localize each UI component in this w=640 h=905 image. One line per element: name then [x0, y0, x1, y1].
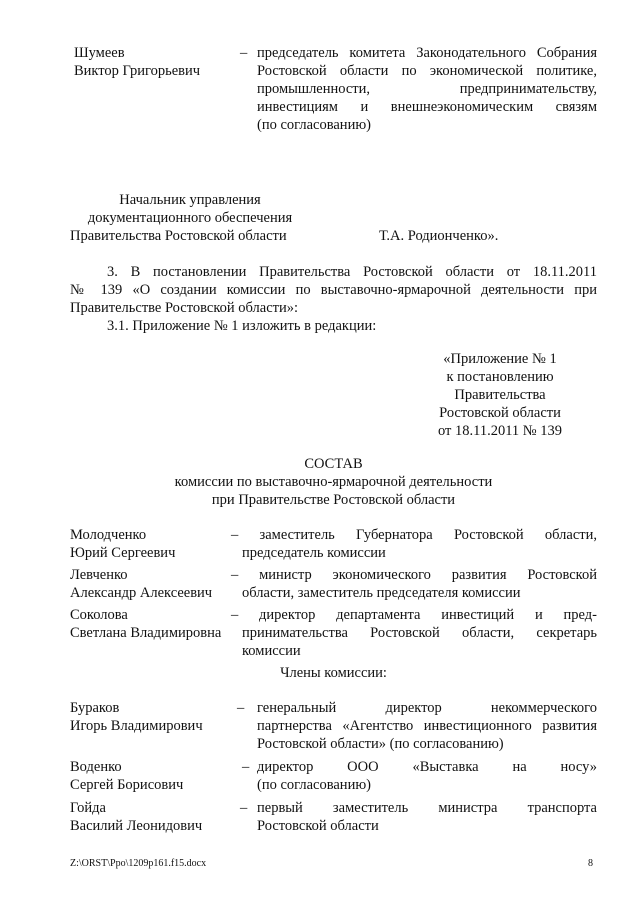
appendix-line: от 18.11.2011 № 139 [437, 423, 563, 439]
dash: – [240, 800, 248, 816]
member-name: Василий Леонидович [70, 818, 203, 834]
signer-name: Т.А. Родионченко». [379, 228, 499, 244]
member-surname: Шумеев [74, 45, 125, 61]
dash: – [240, 45, 248, 61]
member-name: Светлана Владимировна [70, 625, 222, 641]
member-role-line: Ростовской области» (по согласованию) [257, 736, 504, 752]
member-role-line: комиссии [242, 643, 301, 659]
member-role-line: партнерства «Агентство инвестиционного развития [257, 718, 597, 734]
paragraph-line: 3.1. Приложение № 1 изложить в редакции: [107, 318, 377, 334]
member-role-line: – заместитель Губернатора Ростовской области, [231, 527, 597, 543]
footer-file-path: Z:\ORST\Ppo\1209p161.f15.docx [70, 858, 207, 869]
member-role-line: – министр экономического развития Ростовской [231, 567, 597, 583]
member-role-line: (по согласованию) [257, 117, 371, 133]
appendix-line: Правительства [454, 387, 546, 403]
member-surname: Молодченко [70, 527, 147, 543]
member-surname: Бураков [70, 700, 120, 716]
dash: – [242, 759, 250, 775]
member-surname: Гойда [70, 800, 106, 816]
member-role-line: председатель комитета Законодательного Собрания [257, 45, 597, 61]
member-name: Сергей Борисович [70, 777, 184, 793]
member-surname: Воденко [70, 759, 122, 775]
appendix-line: Ростовской области [439, 405, 561, 421]
member-role-line: инвестициям и внешнеэкономическим связям [257, 99, 597, 115]
paragraph-line: Правительстве Ростовской области»: [70, 300, 299, 316]
paragraph-line: № 139 «О создании комиссии по выставочно-ярмарочной деятельности при [70, 282, 597, 298]
section-subtitle: при Правительстве Ростовской области [211, 492, 456, 508]
dash: – [237, 700, 245, 716]
member-role-line: промышленности, предпринимательству, [257, 81, 597, 97]
appendix-line: «Приложение № 1 [443, 351, 557, 367]
section-subtitle: комиссии по выставочно-ярмарочной деятельности [174, 474, 493, 490]
member-role-line: области, заместитель председателя комиссии [242, 585, 521, 601]
member-role-line: генеральный директор некоммерческого [257, 700, 597, 716]
appendix-line: к постановлению [446, 369, 554, 385]
member-role-line: первый заместитель министра транспорта [257, 800, 597, 816]
member-role-line: председатель комиссии [242, 545, 386, 561]
signature-title-line: Правительства Ростовской области [70, 228, 287, 244]
paragraph-line: 3. В постановлении Правительства Ростовской области от 18.11.2011 [107, 264, 597, 280]
member-role-line: Ростовской области по экономической политике, [257, 63, 597, 79]
member-role-line: (по согласованию) [257, 777, 371, 793]
members-heading: Члены комиссии: [280, 665, 387, 681]
member-role-line: принимательства Ростовской области, секретарь [242, 625, 597, 641]
member-name: Игорь Владимирович [70, 718, 203, 734]
member-name: Александр Алексеевич [70, 585, 213, 601]
section-title: СОСТАВ [304, 456, 363, 472]
member-name: Виктор Григорьевич [74, 63, 201, 79]
signature-title-line: документационного обеспечения [87, 210, 293, 226]
member-role-line: директор ООО «Выставка на носу» [257, 759, 597, 775]
member-surname: Соколова [70, 607, 128, 623]
page-number: 8 [588, 858, 593, 869]
member-name: Юрий Сергеевич [70, 545, 176, 561]
member-role-line: Ростовской области [257, 818, 379, 834]
member-surname: Левченко [70, 567, 128, 583]
member-role-line: – директор департамента инвестиций и пред- [231, 607, 597, 623]
signature-title-line: Начальник управления [119, 192, 261, 208]
